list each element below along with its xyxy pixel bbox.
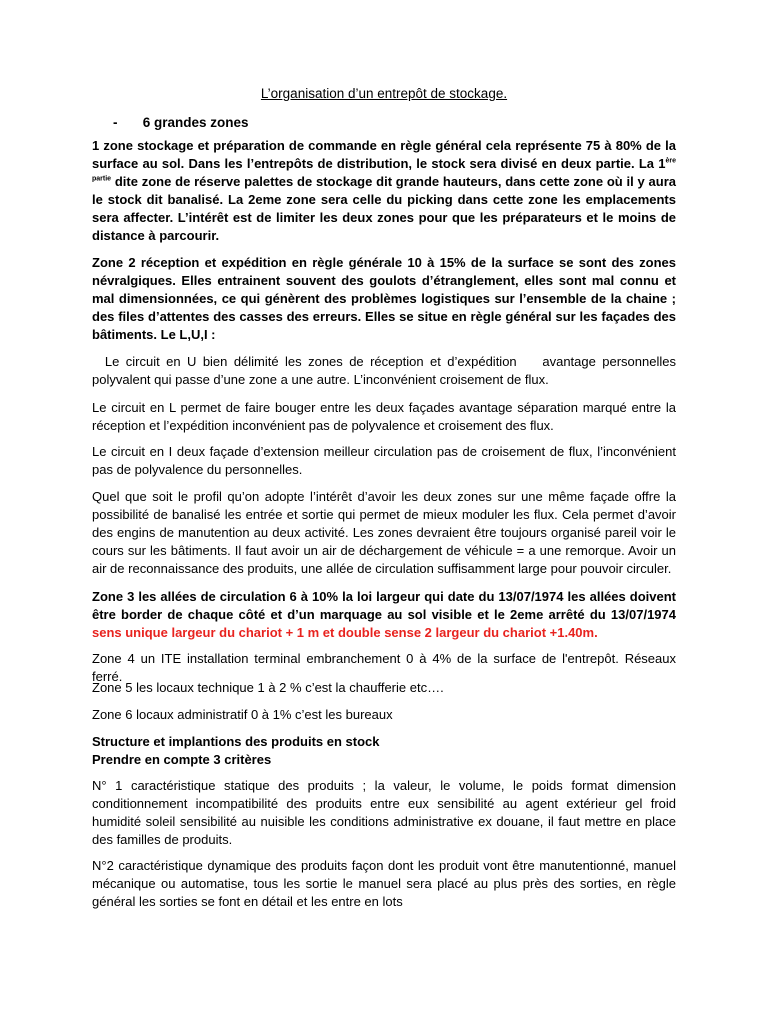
- zone-3-red-text: sens unique largeur du chariot + 1 m et double sense 2 largeur du chariot +1.40m.: [92, 625, 598, 640]
- paragraph-zone-1: [92, 137, 676, 245]
- paragraph-profile: Quel que soit le profil qu’on adopte l’intérêt d’avoir les deux zones sur une même façade offre la possibilité de banalisé les entrée et sortie qui permet de mieux moduler les flux. Cela permet d’avoir des engins de manutention au deux activité. Les zones devraient être toujours organisé pareil voir le cours sur les bâtiments. Il faut avoir un air de déchargement de véhicule = a une remorque. Avoir un air de reconnaissance des produits, une allée de circulation suffisamment large pour pouvoir circuler.: [92, 489, 676, 576]
- heading-line-1: Structure et implantions des produits en stock: [92, 734, 380, 749]
- paragraph-circuit-i: Le circuit en I deux façade d’extension meilleur circulation pas de croisement de flux, l’inconvénient pas de polyvalence du personnelles.: [92, 444, 676, 477]
- zone-3-text: Zone 3 les allées de circulation 6 à 10% la loi largeur qui date du 13/07/1974 les allées doivent être border de chaque côté et d’un marquage au sol visible et le 2eme arrêté du 13/07/1974: [92, 589, 676, 622]
- paragraph-circuit-u: Le circuit en U bien délimité les zones de réception et d’expédition avantage personnelles polyvalent qui passe d’une zone a une autre. L’inconvénient croisement de flux.: [92, 354, 680, 387]
- zone-1-text-b: dite zone de réserve palettes de stockage dit grande hauteurs, dans cette zone où il y aura le stock dit banalisé. La 2eme zone sera celle du picking dans cette zone les emplacements sera affecter. L’intérêt est de limiter les deux zones pour que les préparateurs et le moins de distance à parcourir.: [92, 174, 676, 243]
- zone-1-text-a: 1 zone stockage et préparation de commande en règle général cela représente 75 à 80% de la surface au sol. Dans les l’entrepôts de distribution, le stock sera divisé en deux partie. La 1: [92, 138, 676, 171]
- zone-1-superscript: ère partie: [92, 157, 676, 183]
- section-heading: [92, 733, 676, 769]
- bullet-text: 6 grandes zones: [142, 115, 249, 130]
- paragraph-zone-4: Zone 4 un ITE installation terminal embranchement 0 à 4% de la surface de l'entrepôt. Réseaux ferré.: [92, 651, 676, 684]
- document-title: L’organisation d’un entrepôt de stockage.: [260, 86, 508, 101]
- paragraph-zone-3: [92, 588, 676, 642]
- paragraph-zone-6: Zone 6 locaux administratif 0 à 1% c’est les bureaux: [92, 707, 393, 722]
- paragraph-zone-5: Zone 5 les locaux technique 1 à 2 % c’est la chaufferie etc….: [92, 680, 444, 695]
- bullet-dash: -: [113, 115, 118, 130]
- paragraph-criterion-2: N°2 caractéristique dynamique des produits façon dont les produit vont être manutentionné, manuel mécanique ou automatise, tous les sortie le manuel sera placé au plus près des sorties, en règle général les sorties se font en détail et les entre en lots: [92, 858, 676, 909]
- paragraph-criterion-1: N° 1 caractéristique statique des produits ; la valeur, le volume, le poids format dimension conditionnement incompatibilité des produits entre eux sensibilité au agent extérieur gel froid humidité soleil sensibilité au nuisible les conditions administrative ex douane, il faut mettre en place des familles de produits.: [92, 778, 676, 847]
- paragraph-zone-2: Zone 2 réception et expédition en règle générale 10 à 15% de la surface se sont des zones névralgiques. Elles entrainent souvent des goulots d’étranglement, elles sont mal connu et mal dimensionnées, ce qui génèrent des problèmes logistiques sur l’ensemble de la chaine ; des files d’attentes des casses des erreurs. Elles se situe en règle général sur les façades des bâtiments. Le L,U,I :: [92, 255, 676, 342]
- bullet-item: [113, 115, 249, 130]
- heading-line-2: Prendre en compte 3 critères: [92, 752, 272, 767]
- paragraph-circuit-l: Le circuit en L permet de faire bouger entre les deux façades avantage séparation marqué entre la réception et l’expédition inconvénient pas de polyvalence et croisement des flux.: [92, 400, 676, 433]
